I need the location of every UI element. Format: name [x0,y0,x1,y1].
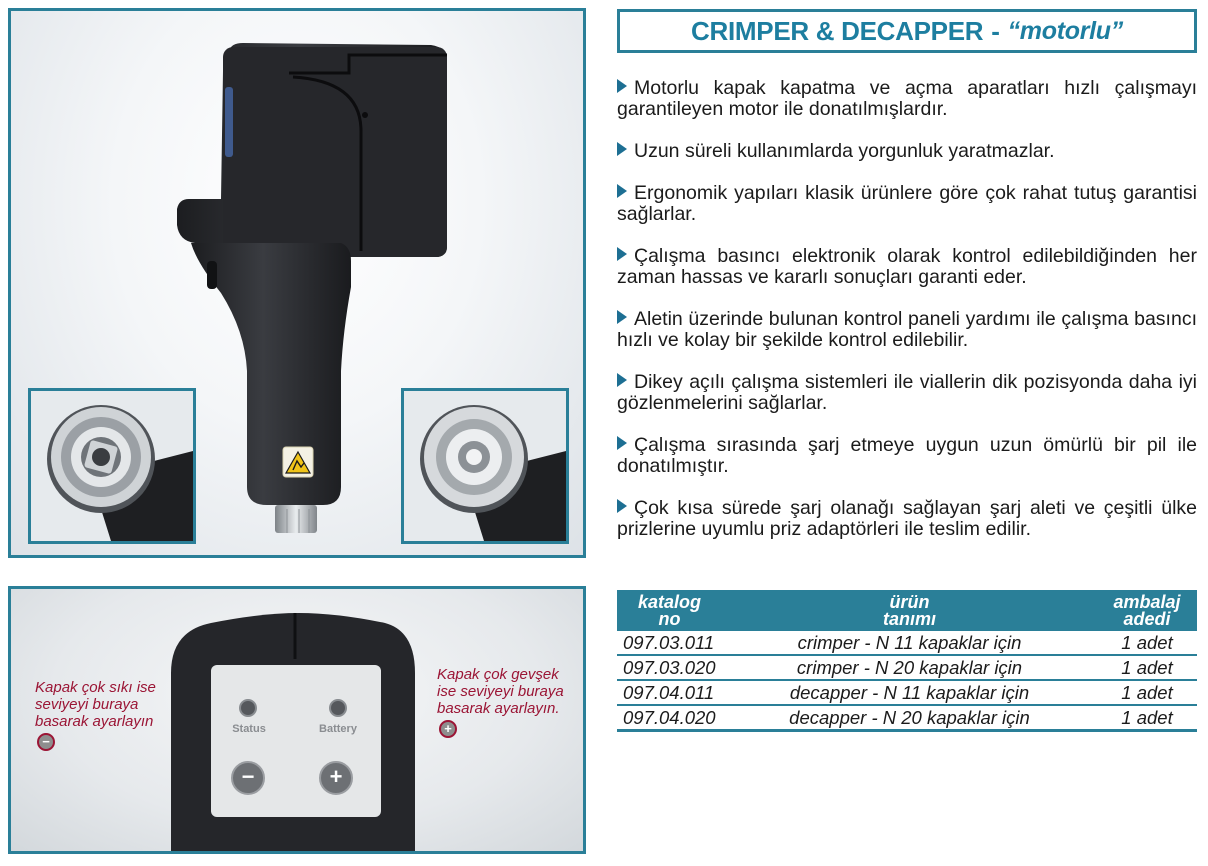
cell-description: crimper - N 11 kapaklar için [722,631,1097,655]
minus-button[interactable] [231,761,265,795]
feature-item [617,141,1197,162]
cell-catalog-no: 097.03.011 [617,631,722,655]
header-packaging [1097,590,1197,631]
minus-icon: − [241,764,255,789]
feature-item [617,309,1197,351]
note-loose-cap [437,666,567,738]
battery-label: Battery [319,723,357,735]
header-line: ürün [889,592,930,612]
battery-indicator-light [329,699,347,717]
feature-item [617,498,1197,540]
header-line: ambalaj [1113,592,1181,612]
cell-packaging: 1 adet [1097,655,1197,680]
product-title [617,9,1197,53]
table-row [617,705,1197,731]
plus-button[interactable] [319,761,353,795]
feature-list [617,78,1197,561]
feature-text: Çalışma basıncı elektronik olarak kontrol edilebildiğinden her zaman hassas ve kararlı sonuçları garanti eder. [617,245,1197,288]
note-tight-cap [35,679,165,751]
header-line: tanımı [882,609,936,629]
bullet-arrow-icon [617,310,627,324]
header-description [722,590,1097,631]
feature-item [617,246,1197,288]
header-line: adedi [1123,609,1171,629]
cell-description: decapper - N 20 kapaklar için [722,705,1097,731]
table-header-row [617,590,1197,631]
control-panel-photo [8,586,586,854]
minus-icon: − [37,733,55,751]
bullet-arrow-icon [617,79,627,93]
header-catalog-no [617,590,722,631]
header-line: no [658,609,681,629]
cell-description: decapper - N 11 kapaklar için [722,680,1097,705]
feature-text: Çalışma sırasında şarj etmeye uygun uzun ömürlü bir pil ile donatılmıştır. [617,434,1197,477]
title-main: CRIMPER & DECAPPER [691,15,984,46]
cell-catalog-no: 097.04.020 [617,705,722,731]
bullet-arrow-icon [617,373,627,387]
feature-item [617,78,1197,120]
bullet-arrow-icon [617,499,627,513]
feature-item [617,372,1197,414]
bullet-arrow-icon [617,436,627,450]
status-indicator-light [239,699,257,717]
plus-icon: + [329,764,343,789]
cell-packaging: 1 adet [1097,680,1197,705]
bullet-arrow-icon [617,247,627,261]
feature-text: Ergonomik yapıları klasik ürünlere göre çok rahat tutuş garantisi sağlarlar. [617,182,1197,225]
cell-description: crimper - N 20 kapaklar için [722,655,1097,680]
status-label: Status [232,723,266,735]
feature-item [617,183,1197,225]
bullet-arrow-icon [617,184,627,198]
bullet-arrow-icon [617,142,627,156]
feature-item [617,435,1197,477]
table-row [617,680,1197,705]
decapper-head-closeup [401,388,569,544]
note-loose-cap-text: Kapak çok gevşek ise seviyeyi buraya basarak ayarlayın. [437,666,564,717]
cell-catalog-no: 097.03.020 [617,655,722,680]
cell-catalog-no: 097.04.011 [617,680,722,705]
feature-text: Motorlu kapak kapatma ve açma aparatları hızlı çalışmayı garantileyen motor ile donatılmışlardır. [617,77,1197,120]
feature-text: Aletin üzerinde bulunan kontrol paneli yardımı ile çalışma basıncı hızlı ve kolay bir şekilde kontrol edilebilir. [617,308,1197,351]
feature-text: Dikey açılı çalışma sistemleri ile viallerin dik pozisyonda daha iyi gözlenmelerini sağlarlar. [617,371,1197,414]
title-subtitle: “motorlu” [1007,16,1123,45]
product-photo [8,8,586,558]
cell-packaging: 1 adet [1097,705,1197,731]
catalog-table [617,590,1197,732]
table-row [617,655,1197,680]
header-line: katalog [637,592,702,612]
note-tight-cap-text: Kapak çok sıkı ise seviyeyi buraya basarak ayarlayın [35,679,156,730]
table-row [617,631,1197,655]
plus-icon: + [439,720,457,738]
feature-text: Uzun süreli kullanımlarda yorgunluk yaratmazlar. [634,140,1055,162]
cell-packaging: 1 adet [1097,631,1197,655]
title-separator: - [991,15,1000,46]
feature-text: Çok kısa sürede şarj olanağı sağlayan şarj aleti ve çeşitli ülke prizlerine uyumlu priz adaptörleri ile teslim edilir. [617,497,1197,540]
crimper-head-closeup [28,388,196,544]
